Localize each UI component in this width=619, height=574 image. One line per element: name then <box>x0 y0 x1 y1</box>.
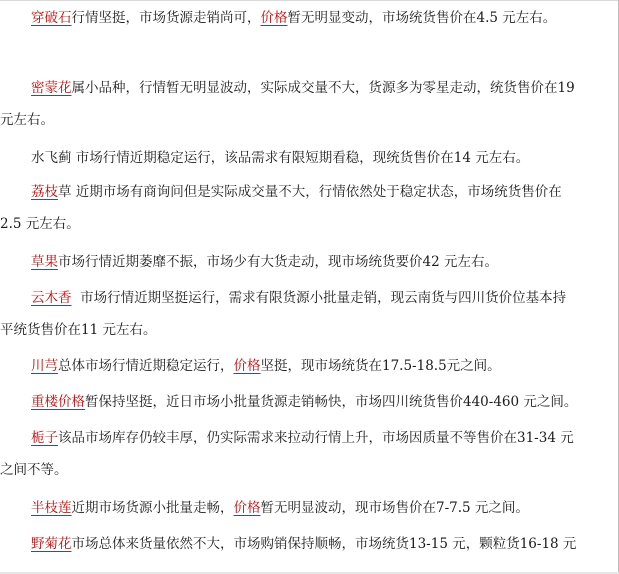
entry-text: 暂无明显变动，市场统货售价在4.5 元左右。 <box>287 10 557 26</box>
entry-text: 近期市场货源小批量走畅， <box>71 500 234 516</box>
entry-text: 坚挺，现市场统货在17.5-18.5元之间。 <box>260 358 501 374</box>
entry-text: 暂保持坚挺，近日市场小批量货源走销畅快，市场四川统货售价440-460 元之间。 <box>85 394 578 410</box>
keyword-link[interactable]: 川芎 <box>31 358 58 374</box>
entry-text: 市场总体来货量依然不大，市场购销保持顺畅，市场统货13-15 元，颗粒货16-18 元 <box>71 536 577 552</box>
keyword-link[interactable]: 野菊花 <box>31 536 72 552</box>
entry-text-continued: 之间不等。 <box>0 462 68 478</box>
entry-text: 草 近期市场有商询问但是实际成交量不大，行情依然处于稳定状态，市场统货售价在 <box>58 184 562 200</box>
entry-text: 行情坚挺，市场货源走销尚可， <box>71 10 261 26</box>
keyword-link[interactable]: 半枝莲 <box>31 500 72 516</box>
price-link[interactable]: 价格 <box>233 358 261 374</box>
entry-zhizi <box>0 422 612 486</box>
entry-text: 总体市场行情近期稳定运行， <box>58 358 234 374</box>
entry-yunmuxiang <box>0 282 612 346</box>
keyword-link[interactable]: 荔枝 <box>31 184 58 200</box>
entry-text-continued: 元左右。 <box>0 112 54 128</box>
entry-caoguo <box>0 246 612 278</box>
entry-text: 市场行情近期萎靡不振，市场少有大货走动，现市场统货要价42 元左右。 <box>58 254 498 270</box>
entry-text: 水飞蓟 市场行情近期稳定运行，该品需求有限短期看稳，现统货售价在14 元左右。 <box>31 150 530 166</box>
keyword-link[interactable]: 重楼价格 <box>31 394 85 410</box>
entry-yejuhua <box>0 528 612 560</box>
entry-text: 属小品种，行情暂无明显波动，实际成交量不大，货源多为零星走动，统货售价在19 <box>71 80 575 96</box>
keyword-link[interactable]: 草果 <box>31 254 58 270</box>
entry-text-continued: 2.5 元左右。 <box>0 216 80 232</box>
price-link[interactable]: 价格 <box>260 10 288 26</box>
entry-text: 暂无明显波动，现市场售价在7-7.5 元之间。 <box>260 500 529 516</box>
entry-lizhicao <box>0 176 612 240</box>
entry-banzhilian <box>0 492 612 524</box>
entry-chuanposhi <box>0 2 612 34</box>
entry-mimenghua <box>0 72 612 136</box>
entry-shuifeiji <box>0 142 612 174</box>
entry-chonglou <box>0 386 612 418</box>
price-link[interactable]: 价格 <box>233 500 261 516</box>
keyword-link[interactable]: 密蒙花 <box>31 80 72 96</box>
entry-text-continued: 平统货售价在11 元左右。 <box>0 322 157 338</box>
entry-chuanxiong <box>0 350 612 382</box>
keyword-link[interactable]: 穿破石 <box>31 10 72 26</box>
entry-text: 该品市场库存仍较丰厚，仍实际需求来拉动行情上升，市场因质量不等售价在31-34 元 <box>58 430 574 446</box>
entry-text: 市场行情近期坚挺运行，需求有限货源小批量走销，现云南货与四川货价位基本持 <box>71 290 567 306</box>
keyword-link[interactable]: 栀子 <box>31 430 58 446</box>
frame-top-border <box>0 0 619 1</box>
keyword-link[interactable]: 云木香 <box>31 290 72 306</box>
